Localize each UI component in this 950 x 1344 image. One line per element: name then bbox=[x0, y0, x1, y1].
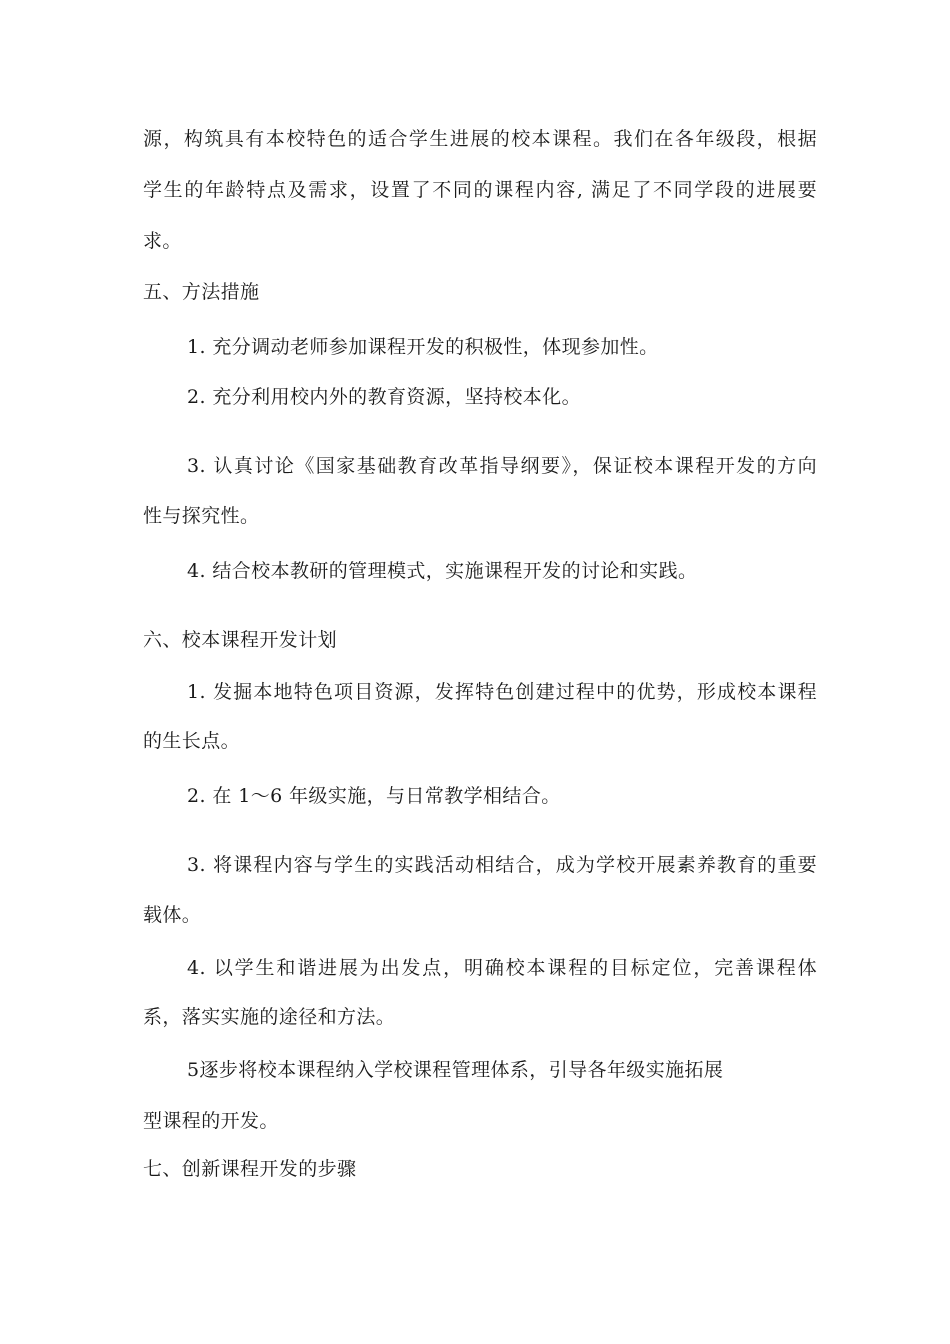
list-item-continuation: 性与探究性。 bbox=[143, 505, 260, 527]
section-heading: 六、校本课程开发计划 bbox=[143, 629, 338, 651]
paragraph-line: 源，构筑具有本校特色的适合学生进展的校本课程。我们在各年级段，根据 bbox=[143, 128, 817, 150]
section-heading: 七、创新课程开发的步骤 bbox=[143, 1158, 357, 1180]
section-heading: 五、方法措施 bbox=[143, 281, 260, 303]
list-item-continuation: 载体。 bbox=[143, 904, 202, 926]
list-item-continuation: 型课程的开发。 bbox=[143, 1110, 279, 1132]
list-item: 1. 充分调动老师参加课程开发的积极性，体现参加性。 bbox=[187, 336, 659, 358]
list-item: 5逐步将校本课程纳入学校课程管理体系，引导各年级实施拓展 bbox=[187, 1059, 724, 1081]
list-item: 2. 在 1〜6 年级实施，与日常教学相结合。 bbox=[187, 785, 561, 807]
list-item-continuation: 的生长点。 bbox=[143, 730, 241, 752]
list-item: 4. 以学生和谐进展为出发点，明确校本课程的目标定位，完善课程体 bbox=[187, 957, 817, 979]
list-item: 2. 充分利用校内外的教育资源，坚持校本化。 bbox=[187, 386, 581, 408]
list-item: 3. 将课程内容与学生的实践活动相结合，成为学校开展素养教育的重要 bbox=[187, 854, 817, 876]
paragraph-line: 求。 bbox=[143, 230, 182, 252]
list-item: 4. 结合校本教研的管理模式，实施课程开发的讨论和实践。 bbox=[187, 560, 698, 582]
list-item: 1. 发掘本地特色项目资源，发挥特色创建过程中的优势，形成校本课程 bbox=[187, 681, 817, 703]
paragraph-line: 学生的年龄特点及需求，设置了不同的课程内容, 满足了不同学段的进展要 bbox=[143, 179, 817, 201]
list-item-continuation: 系，落实实施的途径和方法。 bbox=[143, 1006, 396, 1028]
list-item: 3. 认真讨论《国家基础教育改革指导纲要》，保证校本课程开发的方向 bbox=[187, 455, 817, 477]
